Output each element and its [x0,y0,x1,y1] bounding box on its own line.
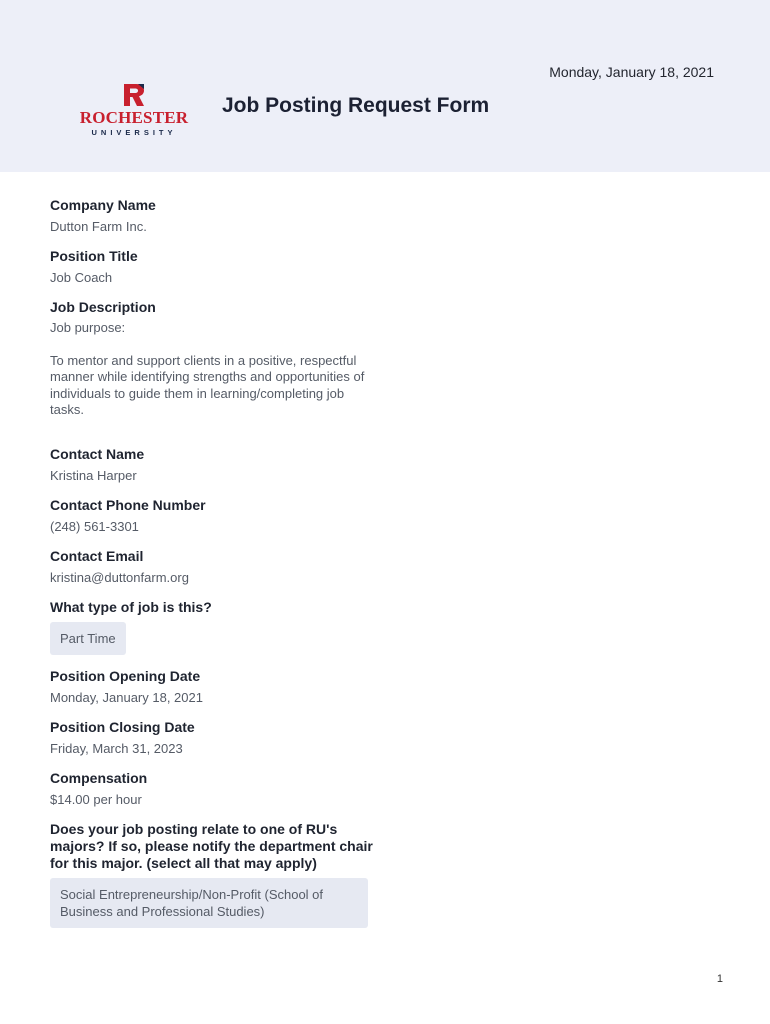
university-logo-mark-icon [122,84,146,106]
contact-name-label: Contact Name [50,445,145,462]
company-name-label: Company Name [50,197,156,213]
form-title: Job Posting Request Form [222,94,490,117]
contact-name-value: Kristina Harper [50,467,137,483]
compensation-field [50,770,380,808]
compensation-value: $14.00 per hour [50,791,142,807]
contact-phone-value: (248) 561-3301 [50,518,139,534]
job-description-field [50,299,380,419]
majors-field [50,821,380,928]
majors-label: Does your job posting relate to one of RU's majors? If so, please notify the department chair for this major. (select all that may apply) [50,820,373,871]
opening-date-value: Monday, January 18, 2021 [50,689,203,705]
university-logo [76,84,192,140]
contact-email-label: Contact Email [50,547,144,564]
closing-date-label: Position Closing Date [50,718,195,735]
majors-chip: Social Entrepreneurship/Non-Profit (School of Business and Professional Studies) [50,878,368,928]
closing-date-field [50,719,380,757]
header-date: Monday, January 18, 2021 [549,64,714,80]
job-description-label: Job Description [50,299,156,315]
compensation-label: Compensation [50,769,148,786]
page-number: 1 [716,973,723,985]
university-logo-subtitle: UNIVERSITY [91,128,177,137]
job-type-label: What type of job is this? [50,598,212,615]
contact-name-field [50,446,380,484]
position-title-field [50,248,380,286]
position-title-value: Job Coach [50,270,113,285]
form-header [0,0,770,172]
company-name-value: Dutton Farm Inc. [50,219,147,234]
contact-email-value: kristina@duttonfarm.org [50,569,189,585]
job-type-chip: Part Time [50,622,126,655]
job-description-purpose-heading: Job purpose: [50,320,126,335]
job-description-purpose-text: To mentor and support clients in a positive, respectful manner while identifying strengths and opportunities of individuals to guide them in learning/completing job tasks. [50,352,365,417]
closing-date-value: Friday, March 31, 2023 [50,740,183,756]
company-name-field [50,197,380,235]
opening-date-field [50,668,380,706]
contact-phone-label: Contact Phone Number [50,496,206,513]
contact-email-field [50,548,380,586]
form-content [50,197,380,941]
opening-date-label: Position Opening Date [50,667,201,684]
position-title-label: Position Title [50,248,138,264]
job-type-field [50,599,380,655]
university-logo-name: ROCHESTER [79,108,189,127]
contact-phone-field [50,497,380,535]
